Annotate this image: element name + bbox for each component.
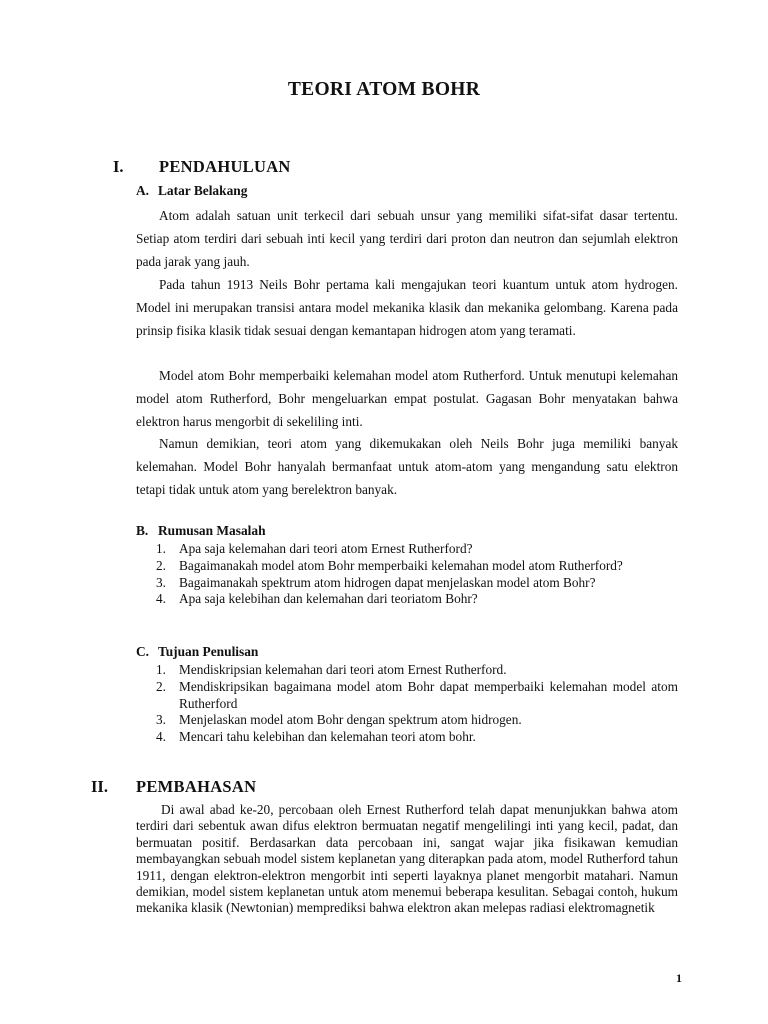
list-item — [156, 662, 678, 679]
section-c-letter: C. — [136, 644, 150, 659]
list-item — [156, 575, 678, 592]
list-item-number: 3. — [156, 574, 166, 590]
list-item — [156, 558, 678, 575]
section-b-letter: B. — [136, 523, 149, 538]
chapter-2-paragraph: Di awal abad ke-20, percobaan oleh Ernest Rutherford telah dapat menunjukkan bahwa atom terdiri dari sebentuk awan difus elektron bermuatan negatif mengelilingi inti yang kecil, padat, dan bermuatan positif. Berdasarkan data percobaan ini, sangat wajar jika fisikawan kemudian membayangkan sebuah model sistem keplanetan yang diterapkan pada atom, model Rutherford tahun 1911, dengan elektron-elektron mengorbit inti seperti layaknya planet mengorbit matahari. Namun demikian, model sistem keplanetan untuk atom menemui beberapa kesulitan. Sebagai contoh, hukum mekanika klasik (Newtonian) memprediksi bahwa elektron akan melepas radiasi elektromagnetik — [136, 802, 678, 916]
list-item-number: 2. — [156, 678, 166, 694]
section-a-paragraph-3: Model atom Bohr memperbaiki kelemahan model atom Rutherford. Untuk menutupi kelemahan model atom Rutherford, Bohr mengeluarkan empat postulat. Gagasan Bohr menyatakan bahwa elektron harus mengorbit di sekeliling inti. — [136, 368, 678, 429]
list-item-text: Apa saja kelemahan dari teori atom Ernest Rutherford? — [179, 541, 473, 556]
list-item — [156, 591, 678, 608]
list-item-number: 3. — [156, 712, 166, 728]
problem-formulation-list — [156, 541, 678, 608]
list-item-number: 2. — [156, 557, 166, 573]
list-item-text: Mendiskripsian kelemahan dari teori atom Ernest Rutherford. — [179, 662, 507, 677]
list-item-number: 1. — [156, 541, 166, 556]
section-a-paragraph-1: Atom adalah satuan unit terkecil dari sebuah unsur yang memiliki sifat-sifat dasar tertentu. Setiap atom terdiri dari sebuah inti kecil yang terdiri dari proton dan neutron dan sejumlah elektron pada jarak yang jauh. — [136, 208, 678, 269]
section-a-title: Latar Belakang — [158, 183, 248, 198]
section-c-title: Tujuan Penulisan — [158, 644, 259, 659]
list-item-text: Bagaimanakah spektrum atom hidrogen dapat menjelaskan model atom Bohr? — [179, 574, 596, 590]
list-item-number: 4. — [156, 591, 166, 607]
chapter-1-number: I. — [113, 157, 124, 176]
list-item-text: Menjelaskan model atom Bohr dengan spektrum atom hidrogen. — [179, 712, 522, 728]
list-item-text: Mencari tahu kelebihan dan kelemahan teori atom bohr. — [179, 729, 476, 745]
list-item-text: Bagaimanakah model atom Bohr memperbaiki kelemahan model atom Rutherford? — [179, 557, 623, 573]
list-item-text: Mendiskripsikan bagaimana model atom Bohr dapat memperbaiki kelemahan model atom Rutherford — [179, 678, 678, 711]
section-a-paragraph-4: Namun demikian, teori atom yang dikemukakan oleh Neils Bohr juga memiliki banyak kelemahan. Model Bohr hanyalah bermanfaat untuk atom-atom yang mengandung satu elektron tetapi tidak untuk atom yang berelektron banyak. — [136, 436, 678, 497]
list-item-number: 1. — [156, 662, 166, 677]
chapter-2-number: II. — [91, 777, 108, 796]
chapter-2-title: PEMBAHASAN — [136, 777, 257, 796]
section-a-letter: A. — [136, 183, 150, 198]
section-b-title: Rumusan Masalah — [158, 523, 266, 538]
page-number: 1 — [676, 971, 682, 985]
writing-purpose-list — [156, 662, 678, 746]
chapter-1-title: PENDAHULUAN — [159, 157, 291, 176]
list-item — [156, 541, 678, 558]
document-title: TEORI ATOM BOHR — [287, 79, 481, 100]
list-item-text: Apa saja kelebihan dan kelemahan dari teoriatom Bohr? — [179, 591, 478, 607]
list-item-number: 4. — [156, 729, 166, 745]
list-item — [156, 729, 678, 746]
list-item — [156, 712, 678, 729]
list-item — [156, 679, 678, 713]
section-a-paragraph-2: Pada tahun 1913 Neils Bohr pertama kali mengajukan teori kuantum untuk atom hydrogen. Model ini merupakan transisi antara model mekanika klasik dan mekanika gelombang. Karena pada prinsip fisika klasik tidak sesuai dengan kemantapan hidrogen atom yang teramati. — [136, 277, 678, 338]
